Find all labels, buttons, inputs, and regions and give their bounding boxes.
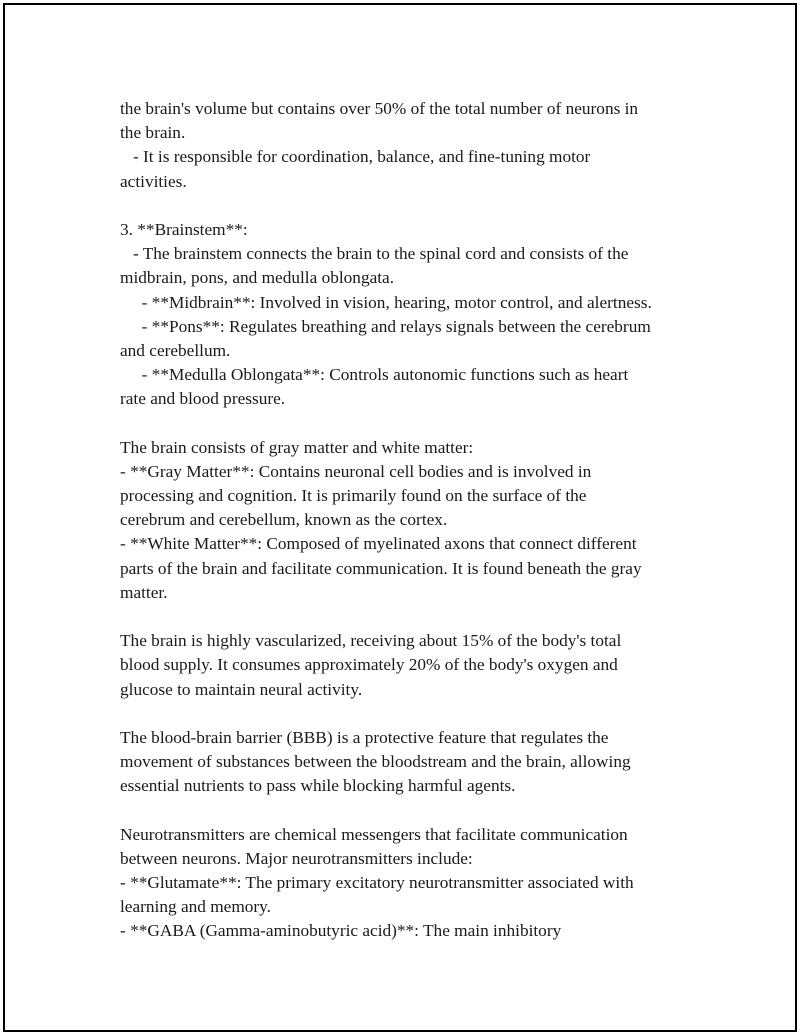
text-line: parts of the brain and facilitate communication. It is found beneath the gray — [120, 558, 642, 578]
text-line: - **Glutamate**: The primary excitatory neurotransmitter associated with — [120, 873, 634, 892]
text-line: learning and memory. — [120, 897, 271, 917]
text-line: - **Gray Matter**: Contains neuronal cell bodies and is involved in — [120, 461, 592, 481]
text-line: blood supply. It consumes approximately 20% of the body's oxygen and — [120, 655, 618, 675]
text-line: midbrain, pons, and medulla oblongata. — [120, 268, 395, 288]
blank-line — [120, 605, 700, 629]
text-line: - The brainstem connects the brain to the spinal cord and consists of the — [120, 244, 629, 264]
text-line: between neurons. Major neurotransmitters include: — [120, 848, 473, 868]
text-line: and cerebellum. — [120, 340, 231, 360]
page-body-text — [120, 97, 700, 944]
blank-line — [120, 798, 700, 822]
text-line: - It is responsible for coordination, balance, and fine-tuning motor — [120, 147, 591, 167]
text-line: The blood-brain barrier (BBB) is a protective feature that regulates the — [120, 727, 609, 747]
text-line: - **Midbrain**: Involved in vision, hearing, motor control, and alertness. — [120, 292, 652, 312]
blank-line — [120, 194, 700, 218]
blank-line — [120, 702, 700, 726]
text-line: glucose to maintain neural activity. — [120, 679, 363, 699]
page-frame — [3, 3, 797, 1032]
text-line: processing and cognition. It is primarily found on the surface of the — [120, 486, 587, 505]
text-line: 3. **Brainstem**: — [120, 219, 248, 239]
text-line: - **Medulla Oblongata**: Controls autonomic functions such as heart — [120, 365, 629, 385]
text-line: - **Pons**: Regulates breathing and relays signals between the cerebrum — [120, 316, 651, 336]
text-line: activities. — [120, 171, 187, 191]
text-line: essential nutrients to pass while blocking harmful agents. — [120, 776, 516, 796]
text-line: the brain's volume but contains over 50% of the total number of neurons in — [120, 99, 639, 118]
text-line: the brain. — [120, 123, 186, 143]
blank-line — [120, 411, 700, 435]
text-line: matter. — [120, 582, 168, 602]
text-line: The brain consists of gray matter and white matter: — [120, 437, 474, 457]
text-line: The brain is highly vascularized, receiving about 15% of the body's total — [120, 631, 622, 651]
text-line: rate and blood pressure. — [120, 389, 286, 409]
text-line: cerebrum and cerebellum, known as the cortex. — [120, 510, 448, 530]
text-line: movement of substances between the bloodstream and the brain, allowing — [120, 752, 631, 772]
text-line: Neurotransmitters are chemical messengers that facilitate communication — [120, 824, 628, 844]
text-line: - **White Matter**: Composed of myelinated axons that connect different — [120, 534, 637, 554]
text-line: - **GABA (Gamma-aminobutyric acid)**: The main inhibitory — [120, 921, 562, 941]
